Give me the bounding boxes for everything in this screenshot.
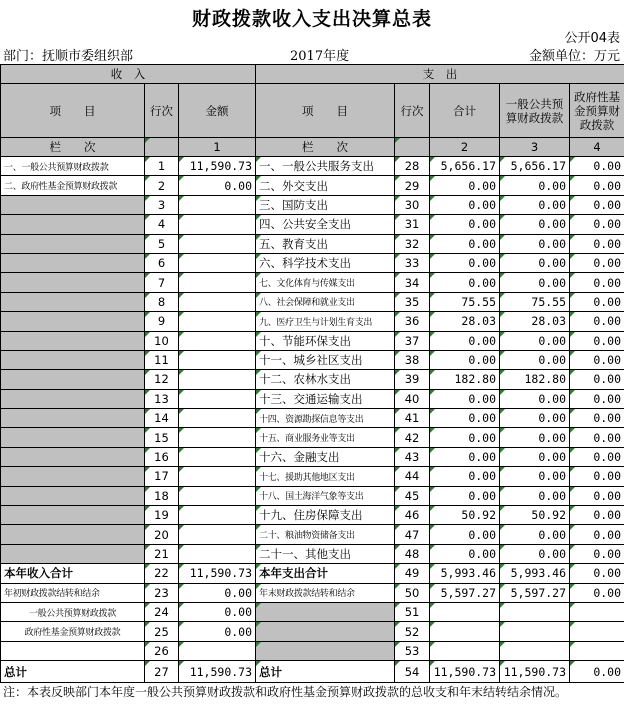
expense-item: 本年支出合计 xyxy=(256,564,395,583)
general-budget-amount: 11,590.73 xyxy=(500,661,570,683)
income-item xyxy=(1,525,145,544)
gov-fund-amount: 0.00 xyxy=(570,331,624,350)
gov-fund-amount: 0.00 xyxy=(570,370,624,389)
income-row-no: 19 xyxy=(145,506,179,525)
gov-fund-amount xyxy=(570,641,624,660)
expense-total xyxy=(430,641,500,660)
general-budget-amount: 182.80 xyxy=(500,370,570,389)
gov-fund-amount: 0.00 xyxy=(570,312,624,331)
general-budget-amount: 50.92 xyxy=(500,506,570,525)
income-row-no: 7 xyxy=(145,273,179,292)
general-budget-amount: 0.00 xyxy=(500,234,570,253)
general-budget-amount: 0.00 xyxy=(500,486,570,505)
table-row xyxy=(1,641,624,660)
expense-total: 5,993.46 xyxy=(430,564,500,583)
gov-fund-amount xyxy=(570,602,624,621)
income-item xyxy=(1,506,145,525)
income-col-blank xyxy=(145,138,179,157)
budget-table xyxy=(0,64,624,683)
expense-row-no: 41 xyxy=(395,409,430,428)
income-item xyxy=(1,331,145,350)
gov-fund-amount: 0.00 xyxy=(570,525,624,544)
table-row xyxy=(1,486,624,505)
income-row-no: 10 xyxy=(145,331,179,350)
income-item: 总计 xyxy=(1,661,145,683)
expense-row-no: 30 xyxy=(395,195,430,214)
expense-row-no: 45 xyxy=(395,486,430,505)
income-item xyxy=(1,370,145,389)
general-budget-amount: 0.00 xyxy=(500,253,570,272)
expense-total: 0.00 xyxy=(430,331,500,350)
income-amount xyxy=(179,234,256,253)
expense-total: 0.00 xyxy=(430,486,500,505)
income-amount: 11,590.73 xyxy=(179,564,256,583)
expense-col-label: 栏 次 xyxy=(256,138,395,157)
expense-item xyxy=(256,602,395,621)
expense-total: 0.00 xyxy=(430,253,500,272)
expense-row-no: 29 xyxy=(395,176,430,195)
expense-total: 0.00 xyxy=(430,544,500,563)
income-row-no: 17 xyxy=(145,467,179,486)
expense-row-no: 28 xyxy=(395,157,430,176)
expense-item: 十七、援助其他地区支出 xyxy=(256,467,395,486)
income-row-no: 3 xyxy=(145,195,179,214)
expense-total: 0.00 xyxy=(430,467,500,486)
expense-total xyxy=(430,602,500,621)
expense-item: 总计 xyxy=(256,661,395,683)
income-row-no: 6 xyxy=(145,253,179,272)
general-budget-amount: 0.00 xyxy=(500,350,570,369)
expense-item: 十六、金融支出 xyxy=(256,447,395,466)
income-row-no: 13 xyxy=(145,389,179,408)
income-amount xyxy=(179,409,256,428)
table-row xyxy=(1,564,624,583)
income-amount xyxy=(179,350,256,369)
expense-total: 0.00 xyxy=(430,195,500,214)
general-budget-amount: 0.00 xyxy=(500,447,570,466)
general-budget-amount: 0.00 xyxy=(500,428,570,447)
expense-item: 十四、资源勘探信息等支出 xyxy=(256,409,395,428)
income-amount xyxy=(179,506,256,525)
income-item xyxy=(1,467,145,486)
gov-fund-amount: 0.00 xyxy=(570,428,624,447)
income-amount: 0.00 xyxy=(179,176,256,195)
expense-item: 一、一般公共服务支出 xyxy=(256,157,395,176)
expense-row-no: 42 xyxy=(395,428,430,447)
gov-fund-amount: 0.00 xyxy=(570,389,624,408)
expense-item: 二十、粮油物资储备支出 xyxy=(256,525,395,544)
expense-row-no: 40 xyxy=(395,389,430,408)
general-budget-amount: 0.00 xyxy=(500,544,570,563)
expense-row-no: 48 xyxy=(395,544,430,563)
gov-fund-amount: 0.00 xyxy=(570,157,624,176)
expense-row-no: 39 xyxy=(395,370,430,389)
expense-total: 5,597.27 xyxy=(430,583,500,602)
income-item xyxy=(1,447,145,466)
income-item: 一般公共预算财政拨款 xyxy=(1,602,145,621)
income-amount-header: 金额 xyxy=(179,84,256,138)
income-row-no: 26 xyxy=(145,641,179,660)
income-amount xyxy=(179,195,256,214)
table-row xyxy=(1,409,624,428)
income-row-no: 12 xyxy=(145,370,179,389)
expense-item: 五、教育支出 xyxy=(256,234,395,253)
expense-item: 年末财政拨款结转和结余 xyxy=(256,583,395,602)
table-row xyxy=(1,525,624,544)
expense-total: 0.00 xyxy=(430,176,500,195)
table-row xyxy=(1,544,624,563)
income-col-num: 1 xyxy=(179,138,256,157)
expense-total-header: 合计 xyxy=(430,84,500,138)
expense-item: 十、节能环保支出 xyxy=(256,331,395,350)
income-amount xyxy=(179,486,256,505)
expense-total: 0.00 xyxy=(430,389,500,408)
expense-row-no: 44 xyxy=(395,467,430,486)
expense-row-no: 50 xyxy=(395,583,430,602)
income-row-no: 18 xyxy=(145,486,179,505)
income-amount xyxy=(179,467,256,486)
expense-row-no: 54 xyxy=(395,661,430,683)
general-budget-amount: 0.00 xyxy=(500,195,570,214)
gov-fund-amount: 0.00 xyxy=(570,215,624,234)
expense-item-header: 项 目 xyxy=(256,84,395,138)
income-amount xyxy=(179,447,256,466)
income-item-header: 项 目 xyxy=(1,84,145,138)
gov-fund-amount: 0.00 xyxy=(570,409,624,428)
expense-total: 28.03 xyxy=(430,312,500,331)
general-budget-amount: 0.00 xyxy=(500,331,570,350)
general-budget-amount: 5,597.27 xyxy=(500,583,570,602)
expense-item: 六、科学技术支出 xyxy=(256,253,395,272)
income-row-no: 15 xyxy=(145,428,179,447)
general-budget-amount: 5,993.46 xyxy=(500,564,570,583)
gov-fund-amount: 0.00 xyxy=(570,661,624,683)
income-item xyxy=(1,292,145,311)
expense-item: 二、外交支出 xyxy=(256,176,395,195)
expense-col-num-2: 2 xyxy=(430,138,500,157)
income-row-no: 24 xyxy=(145,602,179,621)
expense-row-no: 32 xyxy=(395,234,430,253)
income-item xyxy=(1,195,145,214)
income-amount xyxy=(179,215,256,234)
expense-row-no: 43 xyxy=(395,447,430,466)
expense-total: 0.00 xyxy=(430,234,500,253)
expense-item: 四、公共安全支出 xyxy=(256,215,395,234)
table-row xyxy=(1,312,624,331)
table-row xyxy=(1,428,624,447)
table-row xyxy=(1,176,624,195)
expense-item: 二十一、其他支出 xyxy=(256,544,395,563)
gov-fund-header: 政府性基金预算财政拨款 xyxy=(570,84,624,138)
income-row-no: 4 xyxy=(145,215,179,234)
income-amount xyxy=(179,525,256,544)
income-row-no-header: 行次 xyxy=(145,84,179,138)
expense-total: 11,590.73 xyxy=(430,661,500,683)
income-item: 二、政府性基金预算财政拨款 xyxy=(1,176,145,195)
table-row xyxy=(1,292,624,311)
table-row xyxy=(1,622,624,641)
expense-total: 182.80 xyxy=(430,370,500,389)
expense-item: 十三、交通运输支出 xyxy=(256,389,395,408)
income-row-no: 25 xyxy=(145,622,179,641)
table-row xyxy=(1,661,624,683)
table-row xyxy=(1,370,624,389)
income-row-no: 20 xyxy=(145,525,179,544)
gov-fund-amount: 0.00 xyxy=(570,467,624,486)
expense-col-num-4: 4 xyxy=(570,138,624,157)
income-col-label: 栏 次 xyxy=(1,138,145,157)
table-row xyxy=(1,215,624,234)
expense-row-no: 46 xyxy=(395,506,430,525)
expense-row-no: 53 xyxy=(395,641,430,660)
expense-total: 50.92 xyxy=(430,506,500,525)
general-budget-amount xyxy=(500,602,570,621)
expense-col-num-3: 3 xyxy=(500,138,570,157)
general-budget-amount xyxy=(500,622,570,641)
table-row xyxy=(1,350,624,369)
gov-fund-amount: 0.00 xyxy=(570,273,624,292)
gov-fund-amount: 0.00 xyxy=(570,506,624,525)
income-row-no: 2 xyxy=(145,176,179,195)
income-row-no: 21 xyxy=(145,544,179,563)
expense-item: 八、社会保障和就业支出 xyxy=(256,292,395,311)
expense-total: 0.00 xyxy=(430,428,500,447)
expense-item: 十五、商业服务业等支出 xyxy=(256,428,395,447)
general-budget-amount: 0.00 xyxy=(500,176,570,195)
gov-fund-amount: 0.00 xyxy=(570,486,624,505)
income-amount xyxy=(179,292,256,311)
gov-fund-amount: 0.00 xyxy=(570,447,624,466)
expense-row-no: 36 xyxy=(395,312,430,331)
table-row xyxy=(1,273,624,292)
general-budget-header: 一般公共预算财政拨款 xyxy=(500,84,570,138)
general-budget-amount: 28.03 xyxy=(500,312,570,331)
income-item xyxy=(1,409,145,428)
income-amount: 11,590.73 xyxy=(179,661,256,683)
income-amount xyxy=(179,331,256,350)
income-row-no: 5 xyxy=(145,234,179,253)
income-amount xyxy=(179,389,256,408)
gov-fund-amount: 0.00 xyxy=(570,253,624,272)
table-row xyxy=(1,583,624,602)
income-item: 年初财政拨款结转和结余 xyxy=(1,583,145,602)
expense-row-no: 52 xyxy=(395,622,430,641)
income-row-no: 23 xyxy=(145,583,179,602)
expense-total: 0.00 xyxy=(430,447,500,466)
income-item xyxy=(1,312,145,331)
income-amount xyxy=(179,544,256,563)
gov-fund-amount: 0.00 xyxy=(570,544,624,563)
income-amount: 0.00 xyxy=(179,602,256,621)
expense-item: 三、国防支出 xyxy=(256,195,395,214)
income-row-no: 27 xyxy=(145,661,179,683)
income-row-no: 1 xyxy=(145,157,179,176)
expense-item: 七、文化体育与传媒支出 xyxy=(256,273,395,292)
general-budget-amount: 0.00 xyxy=(500,409,570,428)
table-row xyxy=(1,234,624,253)
table-row xyxy=(1,447,624,466)
income-item xyxy=(1,234,145,253)
table-row xyxy=(1,253,624,272)
general-budget-amount: 0.00 xyxy=(500,525,570,544)
income-item xyxy=(1,253,145,272)
table-row xyxy=(1,389,624,408)
income-item xyxy=(1,641,145,660)
expense-total: 5,656.17 xyxy=(430,157,500,176)
income-item xyxy=(1,215,145,234)
income-item xyxy=(1,486,145,505)
general-budget-amount: 75.55 xyxy=(500,292,570,311)
income-row-no: 22 xyxy=(145,564,179,583)
income-item xyxy=(1,428,145,447)
expense-row-no-header: 行次 xyxy=(395,84,430,138)
general-budget-amount xyxy=(500,641,570,660)
table-row xyxy=(1,195,624,214)
income-amount xyxy=(179,641,256,660)
table-row xyxy=(1,157,624,176)
expense-item: 九、医疗卫生与计划生育支出 xyxy=(256,312,395,331)
income-amount: 11,590.73 xyxy=(179,157,256,176)
income-amount: 0.00 xyxy=(179,622,256,641)
expense-item: 十二、农林水支出 xyxy=(256,370,395,389)
gov-fund-amount: 0.00 xyxy=(570,583,624,602)
income-header: 收 入 xyxy=(1,65,256,84)
form-number: 公开04表 xyxy=(564,31,620,46)
income-item: 一、一般公共预算财政拨款 xyxy=(1,157,145,176)
expense-row-no: 37 xyxy=(395,331,430,350)
income-row-no: 14 xyxy=(145,409,179,428)
expense-item: 十九、住房保障支出 xyxy=(256,506,395,525)
expense-item xyxy=(256,641,395,660)
income-row-no: 8 xyxy=(145,292,179,311)
expense-row-no: 51 xyxy=(395,602,430,621)
general-budget-amount: 0.00 xyxy=(500,467,570,486)
gov-fund-amount: 0.00 xyxy=(570,176,624,195)
expense-row-no: 33 xyxy=(395,253,430,272)
expense-total: 0.00 xyxy=(430,215,500,234)
expense-total: 0.00 xyxy=(430,409,500,428)
expense-row-no: 47 xyxy=(395,525,430,544)
income-amount xyxy=(179,312,256,331)
expense-row-no: 35 xyxy=(395,292,430,311)
expense-total: 0.00 xyxy=(430,525,500,544)
general-budget-amount: 0.00 xyxy=(500,215,570,234)
gov-fund-amount: 0.00 xyxy=(570,350,624,369)
report-title: 财政拨款收入支出决算总表 xyxy=(191,8,432,30)
expense-item xyxy=(256,622,395,641)
table-row xyxy=(1,506,624,525)
table-row xyxy=(1,331,624,350)
general-budget-amount: 5,656.17 xyxy=(500,157,570,176)
income-item xyxy=(1,389,145,408)
expense-row-no: 34 xyxy=(395,273,430,292)
income-row-no: 11 xyxy=(145,350,179,369)
gov-fund-amount: 0.00 xyxy=(570,234,624,253)
expense-row-no: 49 xyxy=(395,564,430,583)
income-amount xyxy=(179,428,256,447)
gov-fund-amount xyxy=(570,622,624,641)
income-amount xyxy=(179,370,256,389)
expense-total: 0.00 xyxy=(430,273,500,292)
department-label: 部门：抚顺市委组织部 xyxy=(3,49,134,64)
expense-total: 75.55 xyxy=(430,292,500,311)
expense-header: 支 出 xyxy=(256,65,624,84)
gov-fund-amount: 0.00 xyxy=(570,564,624,583)
expense-item: 十一、城乡社区支出 xyxy=(256,350,395,369)
income-row-no: 16 xyxy=(145,447,179,466)
table-row xyxy=(1,467,624,486)
expense-row-no: 31 xyxy=(395,215,430,234)
expense-item: 十八、国土海洋气象等支出 xyxy=(256,486,395,505)
gov-fund-amount: 0.00 xyxy=(570,292,624,311)
income-item: 政府性基金预算财政拨款 xyxy=(1,622,145,641)
general-budget-amount: 0.00 xyxy=(500,389,570,408)
income-item: 本年收入合计 xyxy=(1,564,145,583)
expense-total xyxy=(430,622,500,641)
income-row-no: 9 xyxy=(145,312,179,331)
gov-fund-amount: 0.00 xyxy=(570,195,624,214)
income-amount xyxy=(179,273,256,292)
income-item xyxy=(1,350,145,369)
expense-col-blank xyxy=(395,138,430,157)
income-item xyxy=(1,544,145,563)
footnote: 注：本表反映部门本年度一般公共预算财政拨款和政府性基金预算财政拨款的总收支和年末结转结余情况。 xyxy=(3,685,568,699)
unit-label: 金额单位：万元 xyxy=(528,49,620,64)
table-row xyxy=(1,602,624,621)
expense-total: 0.00 xyxy=(430,350,500,369)
expense-row-no: 38 xyxy=(395,350,430,369)
income-item xyxy=(1,273,145,292)
income-amount: 0.00 xyxy=(179,583,256,602)
year-label: 2017年度 xyxy=(290,49,350,64)
general-budget-amount: 0.00 xyxy=(500,273,570,292)
income-amount xyxy=(179,253,256,272)
